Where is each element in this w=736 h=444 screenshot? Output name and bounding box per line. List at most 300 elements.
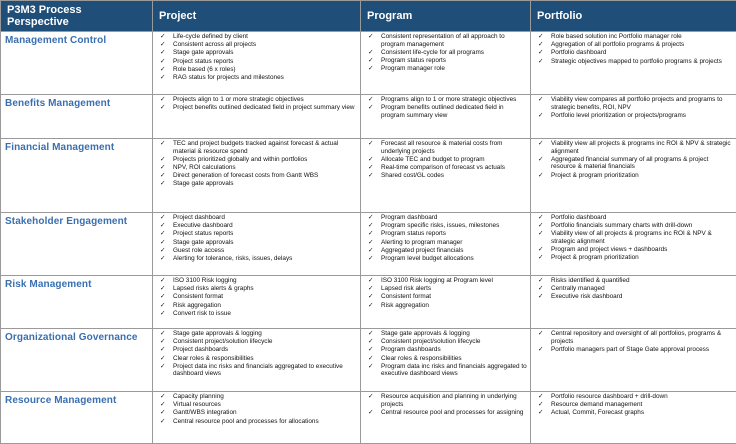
list-item-text: Life-cycle defined by client [173, 33, 248, 40]
program-cell [361, 329, 531, 392]
program-list [361, 32, 530, 73]
portfolio-list [531, 139, 736, 179]
project-list [153, 213, 360, 263]
list-item-text: Lapsed risk alerts [381, 285, 431, 292]
list-item [157, 58, 358, 66]
list-item [157, 156, 358, 164]
list-item [157, 230, 358, 238]
checkmark-icon: ✓ [538, 401, 543, 409]
list-item-text: Consistent format [381, 293, 431, 300]
table-row [1, 392, 736, 444]
list-item-text: Stage gate approvals [173, 239, 233, 246]
list-item-text: Direct generation of forecast costs from Gantt WBS [173, 172, 318, 179]
list-item [365, 57, 528, 65]
list-item [535, 230, 734, 245]
checkmark-icon: ✓ [160, 418, 165, 426]
list-item [157, 302, 358, 310]
checkmark-icon: ✓ [538, 330, 543, 338]
portfolio-list [531, 276, 736, 301]
list-item [365, 277, 528, 285]
list-item [365, 255, 528, 263]
checkmark-icon: ✓ [160, 363, 165, 371]
checkmark-icon: ✓ [160, 172, 165, 180]
list-item [365, 49, 528, 57]
checkmark-icon: ✓ [368, 302, 373, 310]
project-list [153, 329, 360, 378]
program-cell [361, 32, 531, 95]
list-item [535, 393, 734, 401]
list-item-text: Stage gate approvals & logging [381, 330, 470, 337]
checkmark-icon: ✓ [538, 112, 543, 120]
program-list [361, 213, 530, 263]
checkmark-icon: ✓ [538, 285, 543, 293]
list-item [365, 140, 528, 155]
checkmark-icon: ✓ [538, 230, 543, 238]
checkmark-icon: ✓ [160, 156, 165, 164]
checkmark-icon: ✓ [160, 355, 165, 363]
checkmark-icon: ✓ [160, 214, 165, 222]
checkmark-icon: ✓ [160, 96, 165, 104]
list-item-text: Consistent across all projects [173, 41, 256, 48]
checkmark-icon: ✓ [538, 156, 543, 164]
list-item-text: Portfolio managers part of Stage Gate approval process [551, 346, 709, 353]
list-item-text: Central resource pool and processes for assigning [381, 409, 523, 416]
project-cell [153, 329, 361, 392]
list-item [535, 346, 734, 354]
portfolio-list [531, 213, 736, 262]
row-label: Financial Management [1, 139, 153, 213]
list-item-text: NPV, ROI calculations [173, 164, 236, 171]
list-item-text: Consistent format [173, 293, 223, 300]
checkmark-icon: ✓ [160, 230, 165, 238]
list-item [157, 140, 358, 155]
program-list [361, 329, 530, 378]
checkmark-icon: ✓ [160, 330, 165, 338]
list-item-text: Executive risk dashboard [551, 293, 622, 300]
list-item [365, 346, 528, 354]
list-item [535, 401, 734, 409]
list-item-text: Forecast all resource & material costs from underlying projects [381, 140, 502, 155]
checkmark-icon: ✓ [538, 49, 543, 57]
checkmark-icon: ✓ [368, 230, 373, 238]
list-item [535, 246, 734, 254]
program-list [361, 392, 530, 416]
checkmark-icon: ✓ [538, 346, 543, 354]
list-item-text: Guest role access [173, 247, 224, 254]
list-item-text: Program status reports [381, 57, 446, 64]
list-item [365, 285, 528, 293]
list-item [157, 41, 358, 49]
list-item [157, 104, 358, 112]
list-item-text: Capacity planning [173, 393, 224, 400]
list-item [365, 164, 528, 172]
list-item [365, 172, 528, 180]
checkmark-icon: ✓ [368, 164, 373, 172]
checkmark-icon: ✓ [538, 409, 543, 417]
checkmark-icon: ✓ [368, 293, 373, 301]
row-label: Benefits Management [1, 95, 153, 139]
checkmark-icon: ✓ [160, 277, 165, 285]
portfolio-cell [531, 95, 736, 139]
list-item-text: Role based solution inc Portfolio manager role [551, 33, 682, 40]
list-item-text: Program dashboard [381, 214, 437, 221]
checkmark-icon: ✓ [160, 239, 165, 247]
list-item [157, 401, 358, 409]
checkmark-icon: ✓ [368, 222, 373, 230]
program-cell [361, 213, 531, 276]
list-item-text: Stage gate approvals [173, 180, 233, 187]
table-row [1, 32, 736, 95]
list-item [157, 285, 358, 293]
list-item [365, 363, 528, 378]
list-item-text: Program status reports [381, 230, 446, 237]
list-item [157, 164, 358, 172]
list-item [157, 96, 358, 104]
checkmark-icon: ✓ [368, 346, 373, 354]
portfolio-cell [531, 32, 736, 95]
list-item-text: Aggregation of all portfolio programs & projects [551, 41, 684, 48]
list-item-text: Resource demand management [551, 401, 642, 408]
list-item-text: Consistent project/solution lifecycle [381, 338, 480, 345]
checkmark-icon: ✓ [160, 164, 165, 172]
list-item [365, 214, 528, 222]
list-item-text: Aggregated financial summary of all programs & project resource & material financials [551, 156, 708, 171]
checkmark-icon: ✓ [160, 302, 165, 310]
list-item [157, 222, 358, 230]
list-item-text: Project & program prioritization [551, 172, 639, 179]
list-item [365, 156, 528, 164]
list-item-text: Portfolio resource dashboard + drill-down [551, 393, 668, 400]
list-item [535, 172, 734, 180]
table-body [1, 32, 736, 444]
project-cell [153, 95, 361, 139]
row-label: Resource Management [1, 392, 153, 444]
list-item [365, 293, 528, 301]
checkmark-icon: ✓ [368, 104, 373, 112]
checkmark-icon: ✓ [538, 140, 543, 148]
checkmark-icon: ✓ [160, 255, 165, 263]
list-item [157, 310, 358, 318]
list-item-text: Lapsed risks alerts & graphs [173, 285, 254, 292]
header-row [1, 1, 736, 32]
list-item [535, 254, 734, 262]
checkmark-icon: ✓ [538, 254, 543, 262]
checkmark-icon: ✓ [160, 247, 165, 255]
portfolio-cell [531, 392, 736, 444]
list-item-text: Program data inc risks and financials aggregated to executive dashboard views [381, 363, 527, 378]
checkmark-icon: ✓ [160, 409, 165, 417]
list-item [535, 156, 734, 171]
project-list [153, 32, 360, 82]
list-item-text: Actual, Commit, Forecast graphs [551, 409, 644, 416]
portfolio-list [531, 32, 736, 65]
list-item-text: Viability view compares all portfolio projects and programs to strategic benefits, ROI, NPV [551, 96, 722, 111]
project-cell [153, 139, 361, 213]
list-item [535, 285, 734, 293]
list-item-text: Risk aggregation [173, 302, 221, 309]
list-item-text: Strategic objectives mapped to portfolio programs & projects [551, 58, 722, 65]
list-item-text: Executive dashboard [173, 222, 233, 229]
list-item-text: Project status reports [173, 230, 233, 237]
checkmark-icon: ✓ [160, 338, 165, 346]
list-item [535, 41, 734, 49]
list-item-text: Aggregated project financials [381, 247, 463, 254]
list-item-text: ISO 3100 Risk logging [173, 277, 237, 284]
list-item [157, 239, 358, 247]
header-perspective: P3M3 Process Perspective [1, 1, 153, 32]
list-item-text: Gantt/WBS integration [173, 409, 237, 416]
list-item [535, 277, 734, 285]
list-item [535, 330, 734, 345]
program-cell [361, 392, 531, 444]
checkmark-icon: ✓ [368, 172, 373, 180]
program-cell [361, 139, 531, 213]
list-item-text: Shared cost/GL codes [381, 172, 444, 179]
checkmark-icon: ✓ [368, 49, 373, 57]
checkmark-icon: ✓ [368, 33, 373, 41]
table-row [1, 276, 736, 329]
list-item [365, 330, 528, 338]
checkmark-icon: ✓ [538, 96, 543, 104]
list-item [535, 58, 734, 66]
checkmark-icon: ✓ [368, 239, 373, 247]
header-program: Program [361, 1, 531, 32]
list-item-text: Portfolio dashboard [551, 214, 606, 221]
checkmark-icon: ✓ [538, 277, 543, 285]
list-item-text: Project status reports [173, 58, 233, 65]
portfolio-list [531, 329, 736, 353]
list-item [365, 302, 528, 310]
list-item-text: Portfolio dashboard [551, 49, 606, 56]
table-row [1, 139, 736, 213]
row-label: Risk Management [1, 276, 153, 329]
program-list [361, 95, 530, 119]
list-item [157, 418, 358, 426]
list-item-text: Viability view of all projects & programs inc ROI & NPV & strategic alignment [551, 230, 712, 245]
list-item-text: Program manager role [381, 65, 445, 72]
project-cell [153, 213, 361, 276]
list-item-text: Risk aggregation [381, 302, 429, 309]
list-item [157, 214, 358, 222]
list-item-text: Projects align to 1 or more strategic objectives [173, 96, 304, 103]
list-item-text: Program dashboards [381, 346, 441, 353]
checkmark-icon: ✓ [368, 330, 373, 338]
list-item-text: Allocate TEC and budget to program [381, 156, 485, 163]
list-item [157, 247, 358, 255]
list-item [365, 247, 528, 255]
list-item-text: Project dashboards [173, 346, 228, 353]
list-item-text: Project benefits outlined dedicated field in project summary view [173, 104, 355, 111]
list-item-text: Consistent life-cycle for all programs [381, 49, 484, 56]
checkmark-icon: ✓ [160, 285, 165, 293]
project-cell [153, 32, 361, 95]
list-item [365, 338, 528, 346]
list-item [365, 239, 528, 247]
list-item-text: Portfolio financials summary charts with drill-down [551, 222, 692, 229]
checkmark-icon: ✓ [160, 33, 165, 41]
portfolio-cell [531, 276, 736, 329]
list-item-text: Virtual resources [173, 401, 221, 408]
project-list [153, 392, 360, 425]
checkmark-icon: ✓ [160, 346, 165, 354]
checkmark-icon: ✓ [368, 255, 373, 263]
list-item [157, 180, 358, 188]
list-item [365, 230, 528, 238]
list-item [365, 393, 528, 408]
checkmark-icon: ✓ [368, 65, 373, 73]
checkmark-icon: ✓ [160, 74, 165, 82]
checkmark-icon: ✓ [538, 246, 543, 254]
checkmark-icon: ✓ [160, 58, 165, 66]
row-label: Management Control [1, 32, 153, 95]
checkmark-icon: ✓ [538, 172, 543, 180]
checkmark-icon: ✓ [538, 214, 543, 222]
list-item-text: Projects prioritized globally and within portfolios [173, 156, 307, 163]
list-item [157, 277, 358, 285]
project-cell [153, 392, 361, 444]
checkmark-icon: ✓ [160, 401, 165, 409]
list-item [157, 66, 358, 74]
checkmark-icon: ✓ [160, 180, 165, 188]
checkmark-icon: ✓ [160, 66, 165, 74]
list-item-text: Central resource pool and processes for allocations [173, 418, 319, 425]
list-item [157, 338, 358, 346]
checkmark-icon: ✓ [368, 409, 373, 417]
project-list [153, 139, 360, 188]
checkmark-icon: ✓ [538, 222, 543, 230]
list-item [157, 363, 358, 378]
list-item [157, 346, 358, 354]
checkmark-icon: ✓ [538, 293, 543, 301]
list-item [535, 49, 734, 57]
list-item [157, 172, 358, 180]
header-project: Project [153, 1, 361, 32]
checkmark-icon: ✓ [368, 57, 373, 65]
row-label: Organizational Governance [1, 329, 153, 392]
row-label: Stakeholder Engagement [1, 213, 153, 276]
checkmark-icon: ✓ [538, 33, 543, 41]
list-item-text: Risks identified & quantified [551, 277, 630, 284]
portfolio-list [531, 392, 736, 417]
list-item [365, 355, 528, 363]
checkmark-icon: ✓ [368, 140, 373, 148]
program-cell [361, 276, 531, 329]
list-item-text: TEC and project budgets tracked against forecast & actual material & resource spend [173, 140, 338, 155]
list-item [535, 214, 734, 222]
list-item-text: Clear roles & responsibilities [173, 355, 254, 362]
checkmark-icon: ✓ [160, 49, 165, 57]
list-item-text: Alerting to program manager [381, 239, 462, 246]
list-item-text: Alerting for tolerance, risks, issues, delays [173, 255, 292, 262]
list-item-text: Resource acquisition and planning in underlying projects [381, 393, 517, 408]
list-item-text: Consistent representation of all approach to program management [381, 33, 505, 48]
list-item-text: Role based (6 x roles) [173, 66, 236, 73]
list-item [535, 409, 734, 417]
list-item [157, 330, 358, 338]
list-item-text: Program benefits outlined dedicated field in program summary view [381, 104, 504, 119]
list-item-text: Program specific risks, issues, milestones [381, 222, 499, 229]
checkmark-icon: ✓ [160, 104, 165, 112]
portfolio-list [531, 95, 736, 119]
list-item [157, 409, 358, 417]
list-item-text: Programs align to 1 or more strategic objectives [381, 96, 516, 103]
checkmark-icon: ✓ [368, 363, 373, 371]
list-item [157, 49, 358, 57]
list-item-text: Portfolio level prioritization or projects/programs [551, 112, 686, 119]
checkmark-icon: ✓ [368, 393, 373, 401]
checkmark-icon: ✓ [368, 277, 373, 285]
checkmark-icon: ✓ [368, 156, 373, 164]
checkmark-icon: ✓ [368, 355, 373, 363]
checkmark-icon: ✓ [368, 247, 373, 255]
list-item [535, 96, 734, 111]
list-item [365, 222, 528, 230]
list-item-text: Clear roles & responsibilities [381, 355, 462, 362]
header-portfolio: Portfolio [531, 1, 736, 32]
list-item-text: Stage gate approvals & logging [173, 330, 262, 337]
list-item-text: Convert risk to issue [173, 310, 231, 317]
list-item-text: Project & program prioritization [551, 254, 639, 261]
list-item [535, 112, 734, 120]
table-row [1, 213, 736, 276]
list-item [157, 393, 358, 401]
checkmark-icon: ✓ [160, 41, 165, 49]
list-item [157, 33, 358, 41]
list-item-text: Project data inc risks and financials aggregated to executive dashboard views [173, 363, 343, 378]
portfolio-cell [531, 139, 736, 213]
project-list [153, 276, 360, 317]
checkmark-icon: ✓ [160, 393, 165, 401]
list-item [365, 65, 528, 73]
project-cell [153, 276, 361, 329]
list-item [157, 293, 358, 301]
program-list [361, 276, 530, 309]
list-item-text: Consistent project/solution lifecycle [173, 338, 272, 345]
list-item [365, 96, 528, 104]
list-item [365, 409, 528, 417]
checkmark-icon: ✓ [160, 310, 165, 318]
list-item [365, 33, 528, 48]
list-item [157, 355, 358, 363]
list-item-text: Central repository and oversight of all portfolios, programs & projects [551, 330, 721, 345]
program-cell [361, 95, 531, 139]
checkmark-icon: ✓ [368, 214, 373, 222]
checkmark-icon: ✓ [538, 393, 543, 401]
list-item [157, 255, 358, 263]
checkmark-icon: ✓ [368, 338, 373, 346]
checkmark-icon: ✓ [368, 96, 373, 104]
list-item-text: Centrally managed [551, 285, 605, 292]
portfolio-cell [531, 329, 736, 392]
checkmark-icon: ✓ [160, 222, 165, 230]
list-item [535, 140, 734, 155]
list-item [535, 33, 734, 41]
project-list [153, 95, 360, 112]
list-item-text: RAG status for projects and milestones [173, 74, 284, 81]
checkmark-icon: ✓ [368, 285, 373, 293]
table-row [1, 329, 736, 392]
program-list [361, 139, 530, 180]
list-item-text: Project dashboard [173, 214, 225, 221]
list-item-text: Program level budget allocations [381, 255, 474, 262]
list-item [535, 222, 734, 230]
checkmark-icon: ✓ [538, 58, 543, 66]
list-item-text: Viability view all projects & programs inc ROI & NPV & strategic alignment [551, 140, 731, 155]
list-item-text: Program and project views + dashboards [551, 246, 667, 253]
list-item [365, 104, 528, 119]
checkmark-icon: ✓ [160, 293, 165, 301]
list-item [535, 293, 734, 301]
